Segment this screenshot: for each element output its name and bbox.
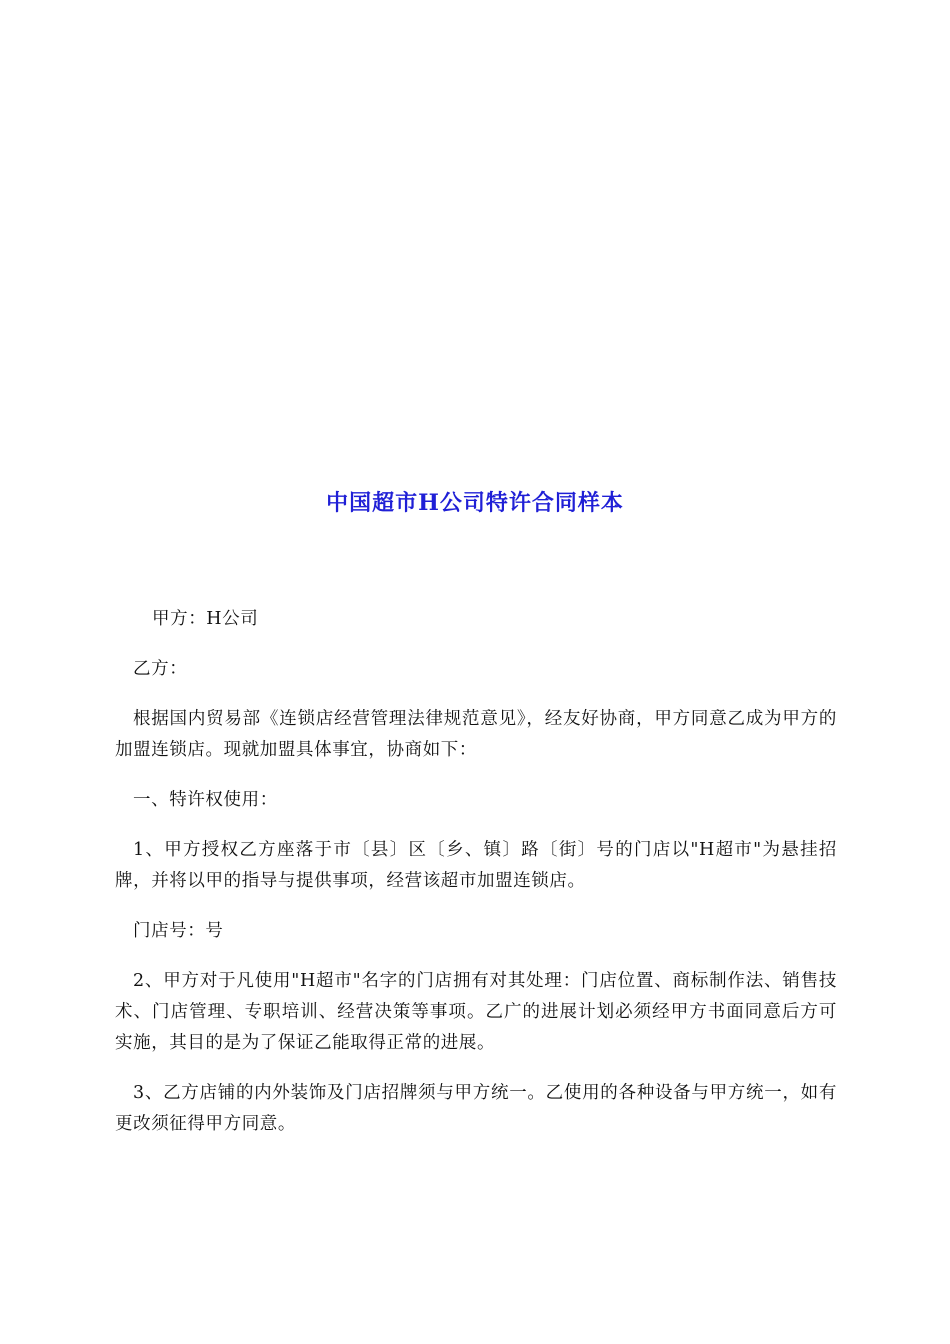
document-title: 中国超市H公司特许合同样本 <box>326 490 624 516</box>
paragraph-clause-3: 3、乙方店铺的内外装饰及门店招牌须与甲方统一。乙使用的各种设备与甲方统一，如有更改须征得甲方同意。 <box>115 1083 837 1134</box>
paragraph-intro: 根据国内贸易部《连锁店经营管理法律规范意见》，经友好协商，甲方同意乙成为甲方的加盟连锁店。现就加盟具体事宜，协商如下： <box>115 709 837 760</box>
paragraph-clause-1: 1、甲方授权乙方座落于市〔县〕区〔乡、镇〕路〔街〕号的门店以"H超市"为悬挂招牌，并将以甲的指导与提供事项，经营该超市加盟连锁店。 <box>115 840 837 891</box>
document-body <box>115 604 837 1159</box>
paragraph-party-a: 甲方：H公司 <box>152 609 259 629</box>
paragraph-store-number: 门店号：号 <box>133 921 224 941</box>
paragraph-party-b: 乙方： <box>133 659 188 679</box>
paragraph-clause-2: 2、甲方对于凡使用"H超市"名字的门店拥有对其处理：门店位置、商标制作法、销售技术、门店管理、专职培训、经营决策等事项。乙广的进展计划必须经甲方书面同意后方可实施，其目的是为了保证乙能取得正常的进展。 <box>115 971 837 1053</box>
section-heading-franchise-use: 一、特许权使用： <box>133 790 278 810</box>
